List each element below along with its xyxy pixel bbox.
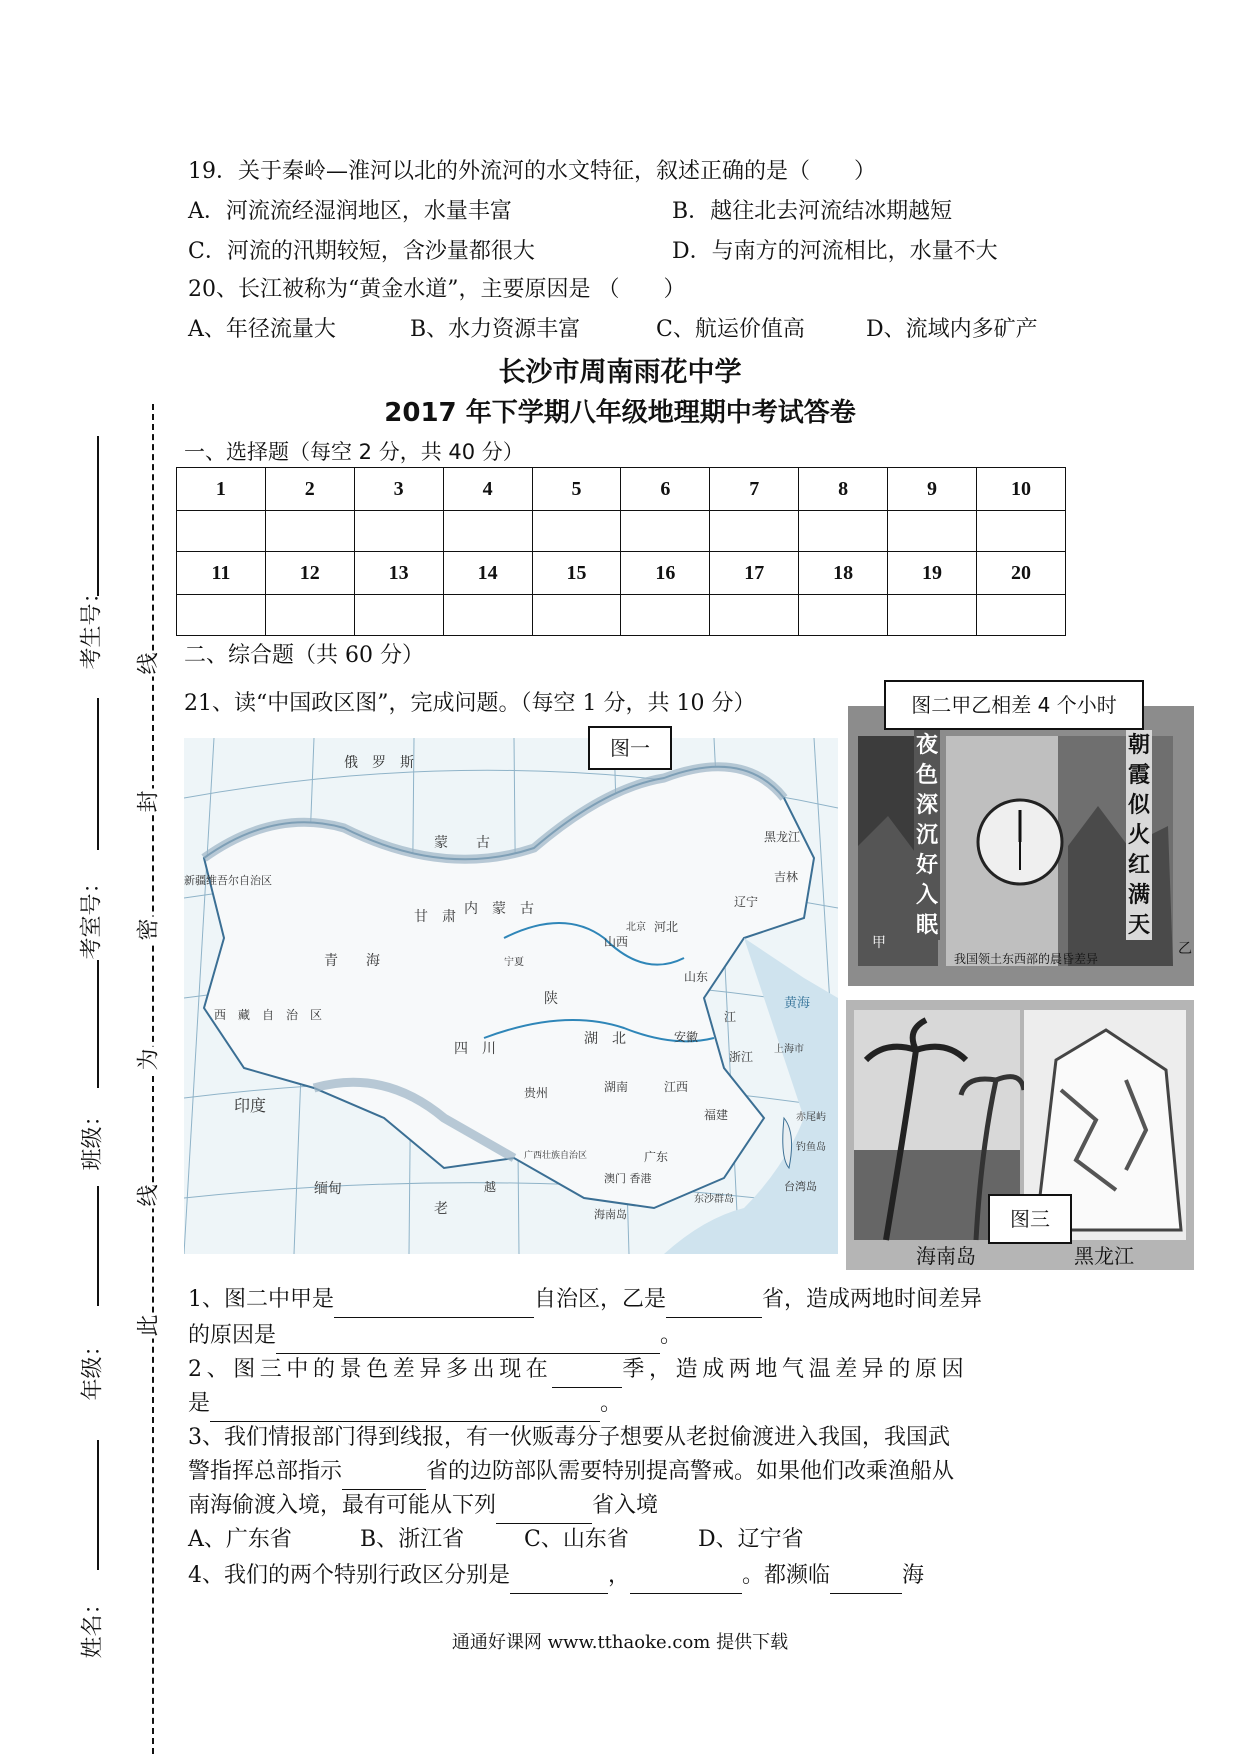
sub1-text: 自治区，乙是 bbox=[534, 1287, 667, 1312]
map-label: 江西 bbox=[664, 1080, 689, 1094]
sub1-text: 1、图二中甲是 bbox=[188, 1287, 334, 1312]
figure3-label: 图三 bbox=[988, 1194, 1072, 1244]
blank-sea[interactable] bbox=[830, 1569, 902, 1594]
q19-option-b: B．越往北去河流结冰期越短 bbox=[672, 199, 953, 224]
seal-char: 密 bbox=[132, 916, 163, 942]
blank-time-reason[interactable] bbox=[276, 1329, 660, 1354]
answer-cell[interactable] bbox=[532, 511, 621, 552]
q19-option-c: C．河流的汛期较短，含沙量都很大 bbox=[188, 239, 535, 264]
map-label: 湖南 bbox=[604, 1080, 629, 1094]
map-label: 河北 bbox=[654, 920, 679, 934]
section1-title: 一、选择题（每空 2 分，共 40 分） bbox=[184, 440, 524, 464]
map-label: 黄海 bbox=[784, 996, 811, 1011]
answer-number: 15 bbox=[532, 552, 621, 595]
map-label: 广东 bbox=[644, 1150, 669, 1164]
sub3-line3 bbox=[188, 1488, 658, 1524]
map-label: 宁夏 bbox=[504, 957, 524, 968]
answer-number: 8 bbox=[799, 468, 888, 511]
sub3-text: 省入境 bbox=[592, 1493, 659, 1518]
map-label: 四 川 bbox=[454, 1041, 496, 1057]
answer-blank-row bbox=[177, 511, 1066, 552]
sub3-line2 bbox=[188, 1454, 954, 1490]
class-line[interactable] bbox=[97, 960, 99, 1088]
answer-number: 7 bbox=[710, 468, 799, 511]
blank-sar2[interactable] bbox=[630, 1569, 742, 1594]
sub2-line1 bbox=[188, 1352, 968, 1388]
answer-cell[interactable] bbox=[177, 595, 266, 636]
map-label: 内 蒙 古 bbox=[464, 901, 534, 917]
figure2-left-text: 夜色深沉好入眠 bbox=[915, 732, 938, 938]
blank-jia[interactable] bbox=[334, 1293, 534, 1318]
blank-temp-reason[interactable] bbox=[210, 1397, 600, 1422]
map-label: 东沙群岛 bbox=[694, 1194, 734, 1205]
answer-table bbox=[176, 467, 1066, 636]
sub3-option-d: D、辽宁省 bbox=[698, 1527, 804, 1552]
q21-intro: 21、读“中国政区图”，完成问题。（每空 1 分，共 10 分） bbox=[184, 691, 756, 716]
seal-char: 线 bbox=[132, 1182, 163, 1208]
answer-cell[interactable] bbox=[888, 511, 977, 552]
blank-province[interactable] bbox=[342, 1465, 426, 1490]
sub3-text: 警指挥总部指示 bbox=[188, 1459, 343, 1484]
map-label: 山西 bbox=[604, 935, 629, 949]
map-label: 越 bbox=[484, 1180, 497, 1194]
answer-number: 17 bbox=[710, 552, 799, 595]
map-label: 安徽 bbox=[674, 1030, 699, 1044]
answer-cell[interactable] bbox=[354, 595, 443, 636]
map-label: 俄 罗 斯 bbox=[344, 755, 414, 771]
map-label: 贵州 bbox=[524, 1086, 549, 1100]
map-label: 新疆维吾尔自治区 bbox=[184, 874, 272, 887]
figure2-yi: 乙 bbox=[1178, 941, 1192, 957]
label-name: 姓名： bbox=[80, 1592, 106, 1659]
answer-cell[interactable] bbox=[976, 511, 1065, 552]
map-label: 澳门 香港 bbox=[604, 1172, 652, 1185]
answer-number: 3 bbox=[354, 468, 443, 511]
q20-option-c: C、航运价值高 bbox=[656, 317, 805, 342]
sub4-text: 海 bbox=[902, 1563, 925, 1588]
name-line[interactable] bbox=[97, 1440, 99, 1570]
map-label: 印度 bbox=[234, 1096, 267, 1115]
map-label: 陕 bbox=[544, 991, 558, 1007]
answer-cell[interactable] bbox=[177, 511, 266, 552]
sub2-line2 bbox=[188, 1386, 622, 1422]
q20-option-a: A、年径流量大 bbox=[188, 317, 336, 342]
blank-season[interactable] bbox=[552, 1363, 622, 1388]
sub1-text: 。 bbox=[660, 1323, 683, 1348]
map-label: 广西壮族自治区 bbox=[524, 1151, 588, 1161]
figure1-label: 图一 bbox=[588, 726, 672, 770]
seal-char: 线 bbox=[132, 650, 163, 676]
figure2-photo bbox=[848, 706, 1194, 986]
answer-cell[interactable] bbox=[621, 595, 710, 636]
answer-number-row bbox=[177, 552, 1066, 595]
exam-no-line[interactable] bbox=[97, 436, 99, 596]
sub3-text: 南海偷渡入境，最有可能从下列 bbox=[188, 1493, 497, 1518]
answer-number: 12 bbox=[265, 552, 354, 595]
answer-number: 2 bbox=[265, 468, 354, 511]
answer-number: 18 bbox=[799, 552, 888, 595]
answer-cell[interactable] bbox=[443, 511, 532, 552]
seal-char: 封 bbox=[132, 788, 163, 814]
figure2-jia: 甲 bbox=[872, 935, 886, 951]
q20-option-b: B、水力资源丰富 bbox=[410, 317, 581, 342]
map-label: 缅甸 bbox=[314, 1181, 342, 1197]
answer-number: 4 bbox=[443, 468, 532, 511]
seal-dashed-line bbox=[152, 404, 154, 1754]
q20-option-d: D、流域内多矿产 bbox=[866, 317, 1038, 342]
answer-number: 14 bbox=[443, 552, 532, 595]
answer-cell[interactable] bbox=[443, 595, 532, 636]
label-class: 班级： bbox=[80, 1104, 106, 1171]
figure3-right-caption: 黑龙江 bbox=[1074, 1244, 1134, 1268]
answer-cell[interactable] bbox=[710, 511, 799, 552]
label-grade: 年级： bbox=[80, 1334, 106, 1401]
answer-number: 5 bbox=[532, 468, 621, 511]
answer-cell[interactable] bbox=[888, 595, 977, 636]
q19-option-d: D．与南方的河流相比，水量不大 bbox=[672, 239, 998, 264]
map-label: 海南岛 bbox=[594, 1208, 627, 1221]
answer-cell[interactable] bbox=[799, 595, 888, 636]
sub4-text: 4、我们的两个特别行政区分别是 bbox=[188, 1563, 510, 1588]
answer-cell[interactable] bbox=[710, 595, 799, 636]
blank-yi[interactable] bbox=[666, 1293, 762, 1318]
room-line[interactable] bbox=[97, 698, 99, 850]
answer-cell[interactable] bbox=[532, 595, 621, 636]
answer-number: 10 bbox=[976, 468, 1065, 511]
seal-char: 此 bbox=[132, 1312, 163, 1338]
answer-cell[interactable] bbox=[265, 511, 354, 552]
answer-number-row bbox=[177, 468, 1066, 511]
blank-sar1[interactable] bbox=[510, 1569, 608, 1594]
exam-title: 2017 年下学期八年级地理期中考试答卷 bbox=[384, 398, 856, 428]
answer-number: 16 bbox=[621, 552, 710, 595]
map-label: 上海市 bbox=[774, 1044, 804, 1055]
answer-number: 19 bbox=[888, 552, 977, 595]
figure2-caption: 我国领土东西部的晨昏差异 bbox=[954, 952, 1099, 966]
footer-credit: 通通好课网 www.tthaoke.com 提供下载 bbox=[451, 1632, 789, 1653]
answer-number: 11 bbox=[177, 552, 266, 595]
sub3-line1: 3、我们情报部门得到线报，有一伙贩毒分子想要从老挝偷渡进入我国，我国武 bbox=[188, 1425, 950, 1450]
sub2-text: 季，造成两地气温差异的原因 bbox=[622, 1357, 969, 1382]
figure2-right-text: 朝霞似火红满天 bbox=[1127, 732, 1150, 938]
map-label: 江 bbox=[724, 1010, 737, 1024]
label-room: 考室号： bbox=[79, 871, 105, 960]
map-label: 黑龙江 bbox=[764, 830, 801, 844]
map-label: 西 藏 自 治 区 bbox=[214, 1008, 323, 1022]
grade-line[interactable] bbox=[97, 1186, 99, 1306]
map-label: 福建 bbox=[704, 1108, 729, 1122]
q19-stem: 19．关于秦岭—淮河以北的外流河的水文特征，叙述正确的是（ ） bbox=[188, 159, 876, 184]
map-label: 辽宁 bbox=[734, 895, 759, 909]
blank-entry-province[interactable] bbox=[496, 1499, 592, 1524]
answer-cell[interactable] bbox=[621, 511, 710, 552]
map-label: 台湾岛 bbox=[784, 1180, 817, 1193]
sub4-text: ， bbox=[608, 1563, 631, 1588]
sub1-line2 bbox=[188, 1318, 682, 1354]
sub3-option-b: B、浙江省 bbox=[360, 1527, 465, 1552]
sub4-text: 。都濒临 bbox=[742, 1563, 831, 1588]
map-label: 吉林 bbox=[774, 870, 799, 884]
sub2-text: 2、图三中的景色差异多出现在 bbox=[188, 1357, 553, 1382]
answer-cell[interactable] bbox=[265, 595, 354, 636]
map-label: 青 海 bbox=[324, 953, 380, 969]
answer-cell[interactable] bbox=[976, 595, 1065, 636]
q19-option-a: A．河流流经湿润地区，水量丰富 bbox=[188, 199, 512, 224]
map-label: 北京 bbox=[626, 922, 646, 933]
sub3-text: 省的边防部队需要特别提高警戒。如果他们改乘渔船从 bbox=[426, 1459, 955, 1484]
label-exam-no: 考生号： bbox=[79, 581, 105, 670]
map-label: 老 bbox=[434, 1201, 448, 1217]
answer-number: 20 bbox=[976, 552, 1065, 595]
school-title: 长沙市周南雨花中学 bbox=[498, 357, 742, 388]
sub3-option-a: A、广东省 bbox=[188, 1527, 292, 1552]
figure2-label: 图二甲乙相差 4 个小时 bbox=[884, 680, 1144, 730]
map-label: 赤尾屿 bbox=[796, 1112, 826, 1123]
map-label: 湖 北 bbox=[584, 1031, 626, 1047]
answer-cell[interactable] bbox=[354, 511, 443, 552]
sub2-text: 是 bbox=[188, 1391, 211, 1416]
sub3-option-c: C、山东省 bbox=[524, 1527, 629, 1552]
map-label: 浙江 bbox=[729, 1050, 754, 1064]
figure3-left-caption: 海南岛 bbox=[916, 1244, 976, 1268]
sub1-text: 的原因是 bbox=[188, 1323, 277, 1348]
q20-stem: 20、长江被称为“黄金水道”，主要原因是 （ ） bbox=[188, 277, 686, 302]
map-label: 甘 肃 bbox=[414, 909, 456, 925]
answer-blank-row bbox=[177, 595, 1066, 636]
map-label: 蒙 古 bbox=[434, 835, 490, 851]
answer-number: 13 bbox=[354, 552, 443, 595]
answer-number: 1 bbox=[177, 468, 266, 511]
answer-number: 6 bbox=[621, 468, 710, 511]
map-graphic bbox=[184, 738, 838, 1254]
china-political-map bbox=[184, 738, 838, 1254]
seal-char: 为 bbox=[132, 1046, 163, 1072]
sub1-line1 bbox=[188, 1282, 982, 1318]
map-label: 山东 bbox=[684, 970, 709, 984]
section2-title: 二、综合题（共 60 分） bbox=[184, 643, 424, 668]
sub4-line1 bbox=[188, 1558, 924, 1594]
sub1-text: 省，造成两地时间差异 bbox=[762, 1287, 983, 1312]
sub2-text: 。 bbox=[600, 1391, 623, 1416]
answer-cell[interactable] bbox=[799, 511, 888, 552]
answer-number: 9 bbox=[888, 468, 977, 511]
map-label: 钓鱼岛 bbox=[796, 1142, 826, 1153]
